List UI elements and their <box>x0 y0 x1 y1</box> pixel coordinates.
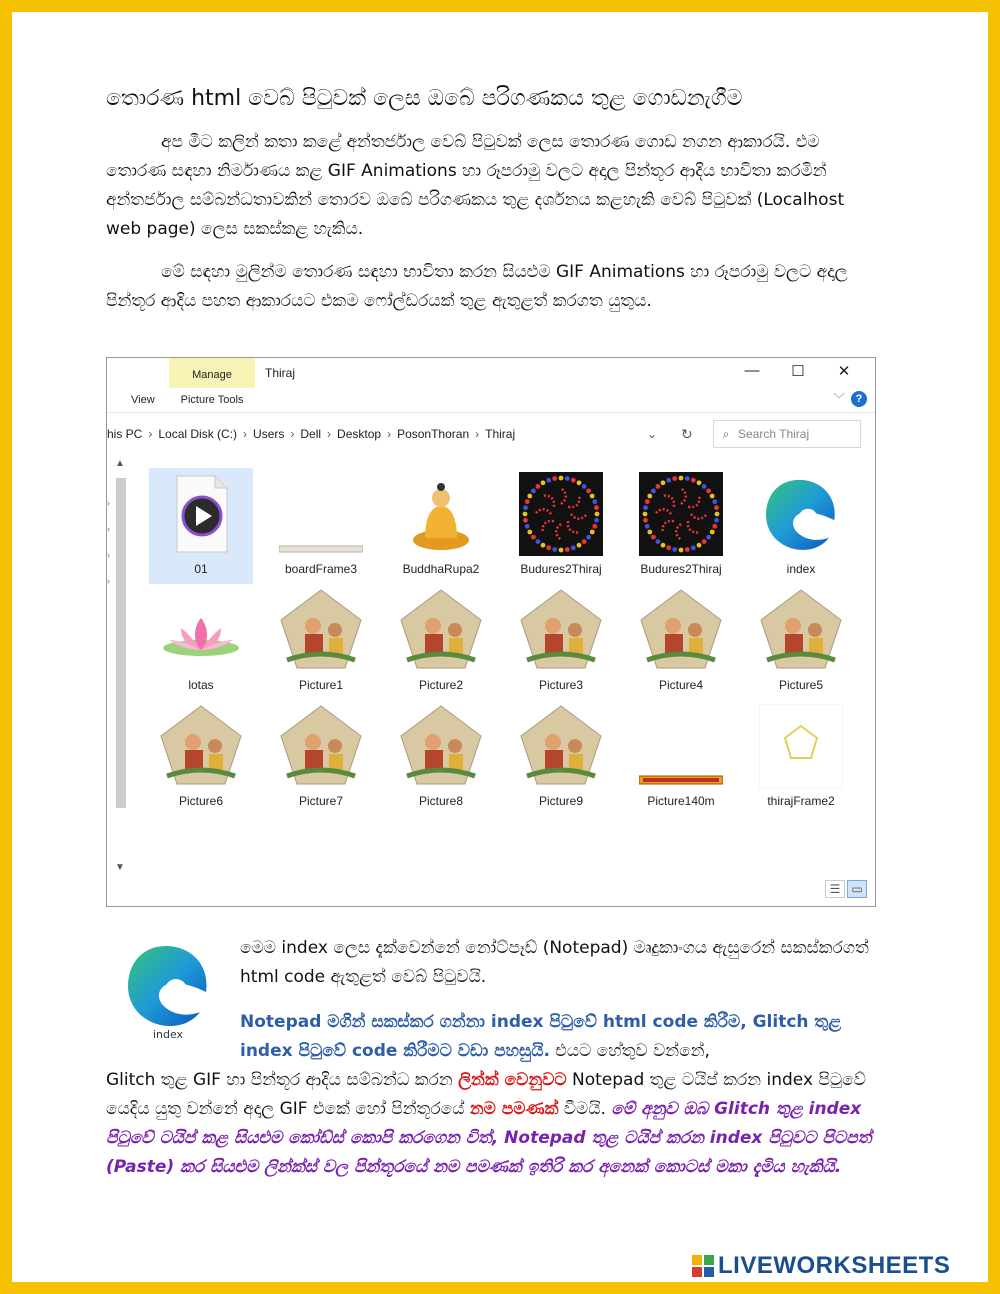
file-name: Picture7 <box>298 794 344 808</box>
file-thumbnail <box>759 472 843 556</box>
file-thumbnail <box>159 472 243 556</box>
logo-text: LIVEWORKSHEETS <box>718 1252 951 1279</box>
file-thumbnail <box>279 704 363 788</box>
file-thumbnail <box>759 704 843 788</box>
file-thumbnail <box>399 588 483 672</box>
liveworksheets-logo <box>692 1252 950 1282</box>
scroll-down-icon[interactable]: ▼ <box>115 862 125 873</box>
reason-highlight-links: ලින්ක් වෙනුවට <box>458 1070 567 1090</box>
notepad-comparison <box>240 1008 880 1066</box>
nav-expand-icon[interactable]: › <box>107 550 110 560</box>
breadcrumb-item[interactable]: Local Disk (C:) <box>158 427 238 441</box>
nav-expand-icon[interactable]: › <box>107 576 110 586</box>
file-name: thirajFrame2 <box>767 794 835 808</box>
large-icons-view-icon[interactable]: ▭ <box>847 880 867 898</box>
file-item[interactable] <box>149 468 253 584</box>
file-item[interactable] <box>749 584 853 700</box>
folder-instruction-paragraph: මේ සඳහා මුලින්ම තොරණ සඳහා භාවිතා කරන සියළුම GIF Animations හා රූපරාමු වලට අදාල පින්තූර ආදිය පහත ආකාරයට එකම ෆෝල්ඩරයක් තුළ ඇතුළත් කරගත යුතුය. <box>106 262 848 311</box>
file-item[interactable] <box>749 700 853 816</box>
nav-expand-icon[interactable]: › <box>107 524 110 534</box>
file-item[interactable] <box>389 584 493 700</box>
window-title: Thiraj <box>265 366 296 380</box>
details-view-icon[interactable]: ☰ <box>825 880 845 898</box>
file-item[interactable] <box>389 468 493 584</box>
file-item[interactable] <box>389 700 493 816</box>
search-input[interactable] <box>713 420 861 448</box>
file-thumbnail <box>399 472 483 556</box>
file-name: Picture140m <box>647 794 715 808</box>
view-mode-switcher <box>823 880 867 898</box>
file-name: Budures2Thiraj <box>640 562 722 576</box>
page-title: තොරණ html වෙබ් පිටුවක් ලෙස ඔබේ පරිගණකය තුළ ගොඩනැගීම <box>106 86 743 111</box>
file-name: Picture6 <box>178 794 224 808</box>
file-name: Picture8 <box>418 794 464 808</box>
file-name: Picture3 <box>538 678 584 692</box>
file-item[interactable] <box>269 584 373 700</box>
reason-highlight-name-only: නම පමණක් <box>469 1099 559 1119</box>
file-item[interactable] <box>509 584 613 700</box>
file-name: index <box>786 562 816 576</box>
file-item[interactable] <box>749 468 853 584</box>
file-name: Picture9 <box>538 794 584 808</box>
notepad-comparison-rest: එයට හේතුව වන්නේ, <box>549 1041 710 1061</box>
breadcrumb-item[interactable]: Thiraj <box>485 427 516 441</box>
tab-manage[interactable]: Manage <box>169 358 255 388</box>
file-name: Picture1 <box>298 678 344 692</box>
file-thumbnail <box>759 588 843 672</box>
breadcrumb-item[interactable]: PosonThoran <box>397 427 470 441</box>
file-thumbnail <box>519 704 603 788</box>
reason-instruction: මේ අනුව ඔබ Glitch තුළ index පිටුවේ ටයිප් කළ සියළුම කෝඩ්ස් කොපි කරගෙන විත්, Notepad තුළ ටයිප් කරන index පිටුවට පිටපත් (Paste) කර සියළුම ලින්ක්ස් වල පින්තූරයේ නම පමණක් ඉතිරි කර අනෙක් කොටස් මකා දැමිය හැකියි. <box>106 1099 872 1177</box>
edge-icon <box>120 940 216 1030</box>
scroll-up-icon[interactable]: ▲ <box>115 458 125 469</box>
reason-paragraph <box>106 1066 876 1182</box>
file-thumbnail <box>519 588 603 672</box>
index-file-icon <box>120 940 216 1050</box>
close-button[interactable]: ✕ <box>837 363 851 380</box>
file-name: lotas <box>188 678 214 692</box>
minimize-button[interactable]: — <box>744 362 760 379</box>
file-thumbnail <box>159 588 243 672</box>
file-name: Picture4 <box>658 678 704 692</box>
file-thumbnail <box>639 704 723 788</box>
index-caption: index <box>152 1028 184 1041</box>
maximize-button[interactable]: ☐ <box>791 363 805 380</box>
tab-view[interactable]: View <box>131 394 155 406</box>
file-item[interactable] <box>269 700 373 816</box>
breadcrumb-separator-icon: › <box>148 427 153 441</box>
breadcrumb-item[interactable]: Desktop <box>337 427 382 441</box>
file-explorer-window <box>106 357 876 907</box>
file-item[interactable] <box>509 468 613 584</box>
breadcrumb-separator-icon: › <box>387 427 392 441</box>
file-thumbnail <box>279 472 363 556</box>
index-description: මෙම index ලෙස දැක්වෙන්නේ නෝට්පෑඩ් (Notepad) මෘදුකාංගය ඇසුරෙන් සකස්කරගත් html code ඇතුළත් වෙබ් පිටුවයි. <box>240 938 869 987</box>
file-item[interactable] <box>149 584 253 700</box>
search-icon: ⌕ <box>722 427 730 441</box>
file-thumbnail <box>279 588 363 672</box>
breadcrumb-item[interactable]: his PC <box>107 427 143 441</box>
reason-text-c: වීමයි. <box>558 1099 612 1119</box>
notepad-comparison-highlight: Notepad මගින් සකස්කර ගන්නා index පිටුවේ html code කිරීම, Glitch තුළ index පිටුවේ code කිරීමට වඩා පහසුයි. <box>240 1012 842 1061</box>
scrollbar-thumb[interactable] <box>116 478 126 808</box>
file-thumbnail <box>519 472 603 556</box>
file-thumbnail <box>639 472 723 556</box>
file-item[interactable] <box>629 700 733 816</box>
file-item[interactable] <box>509 700 613 816</box>
file-name: Picture2 <box>418 678 464 692</box>
file-item[interactable] <box>629 584 733 700</box>
file-thumbnail <box>399 704 483 788</box>
breadcrumb-separator-icon: › <box>475 427 480 441</box>
tab-picture-tools[interactable]: Picture Tools <box>180 394 244 406</box>
liveworksheets-logo-icon <box>692 1255 714 1277</box>
file-name: 01 <box>194 562 208 576</box>
breadcrumb-separator-icon: › <box>327 427 332 441</box>
help-icon[interactable]: ? <box>851 391 867 407</box>
file-name: Picture5 <box>778 678 824 692</box>
breadcrumb-item[interactable]: Dell <box>300 427 322 441</box>
file-thumbnail <box>639 588 723 672</box>
reason-text-b: Notepad තුළ ටයිප් කරන index පිටුවේ යෙදිය යුතු වන්නේ අදාල GIF එකේ හෝ පින්තූරයේ <box>106 1070 866 1119</box>
reason-text-a: Glitch තුළ GIF හා පින්තූර ආදිය සම්බන්ධ කරන <box>106 1070 459 1090</box>
file-item[interactable] <box>269 468 373 584</box>
search-placeholder: Search Thiraj <box>738 427 810 441</box>
file-name: boardFrame3 <box>284 562 358 576</box>
intro-paragraph: අප මීට කලින් කතා කළේ අන්තර්ජාල වෙබ් පිටුවක් ලෙස තොරණ ගොඩ නගන ආකාරයි. එම තොරණ සඳහා නිර්මාණය කළ GIF Animations හා රූපරාමු වලට අදාල පින්තූර ආදිය භාවිතා කරමින් අන්තර්ජාල සම්බන්ධතාවකින් තොරව ඔබේ පරිගණකය තුළ දර්ශනය කළහැකි වෙබ් පිටුවක් (Localhost web page) ලෙස සකස්කළ හැකිය. <box>106 132 845 239</box>
breadcrumb-separator-icon: › <box>243 427 248 441</box>
file-item[interactable] <box>629 468 733 584</box>
file-name: BuddhaRupa2 <box>402 562 480 576</box>
breadcrumb[interactable] <box>107 420 675 448</box>
file-name: Budures2Thiraj <box>520 562 602 576</box>
breadcrumb-item[interactable]: Users <box>253 427 285 441</box>
refresh-icon[interactable]: ↻ <box>681 426 693 442</box>
collapse-ribbon-icon[interactable]: ﹀ <box>833 392 846 406</box>
file-item[interactable] <box>149 700 253 816</box>
nav-expand-icon[interactable]: › <box>107 498 110 508</box>
breadcrumb-separator-icon: › <box>290 427 295 441</box>
vertical-scrollbar[interactable] <box>113 458 129 878</box>
chevron-down-icon[interactable]: ⌄ <box>647 427 658 441</box>
file-thumbnail <box>159 704 243 788</box>
ribbon <box>107 358 875 413</box>
